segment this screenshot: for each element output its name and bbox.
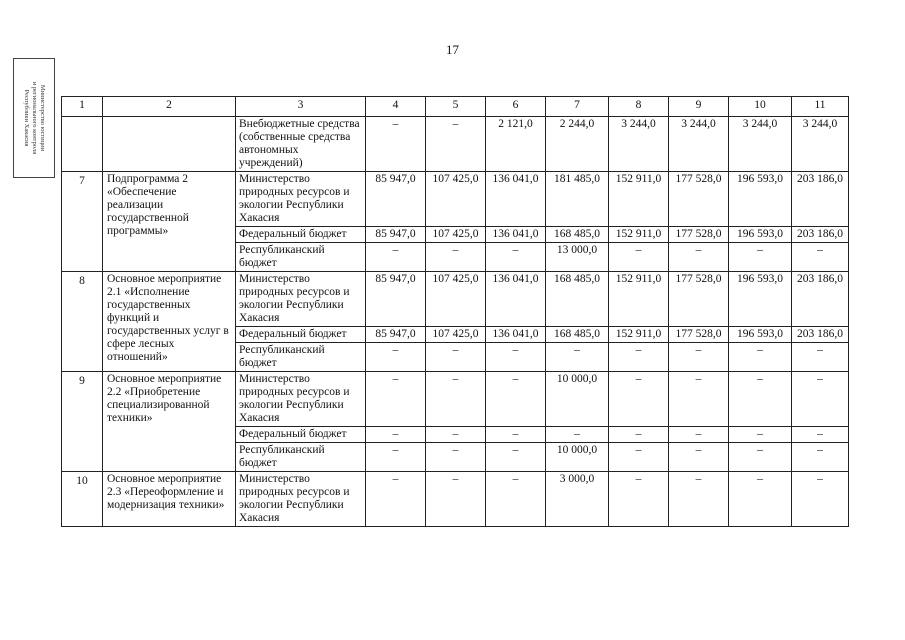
amount-cell: – <box>486 427 546 443</box>
amount-cell: – <box>729 427 792 443</box>
amount-cell: – <box>486 372 546 427</box>
amount-cell: 3 000,0 <box>546 472 609 527</box>
amount-cell: – <box>366 372 426 427</box>
amount-cell: 136 041,0 <box>486 272 546 327</box>
amount-cell: – <box>669 443 729 472</box>
amount-cell: – <box>426 372 486 427</box>
row-number: 9 <box>62 372 103 472</box>
column-header: 5 <box>426 97 486 117</box>
activity-name: Основное мероприятие 2.2 «Приобретение специализированной техники» <box>103 372 236 472</box>
amount-cell: – <box>669 427 729 443</box>
amount-cell: – <box>426 427 486 443</box>
amount-cell: – <box>366 472 426 527</box>
funding-source: Федеральный бюджет <box>236 227 366 243</box>
amount-cell: 152 911,0 <box>609 172 669 227</box>
amount-cell: – <box>669 472 729 527</box>
amount-cell: 177 528,0 <box>669 227 729 243</box>
amount-cell: – <box>792 372 849 427</box>
activity-name: Основное мероприятие 2.1 «Исполнение государственных функций и государственных услуг в сфере лесных отношений» <box>103 272 236 372</box>
amount-cell: 85 947,0 <box>366 172 426 227</box>
column-header: 2 <box>103 97 236 117</box>
stamp-text <box>22 82 46 155</box>
amount-cell: – <box>729 472 792 527</box>
amount-cell: 203 186,0 <box>792 227 849 243</box>
amount-cell: – <box>426 343 486 372</box>
amount-cell: – <box>366 343 426 372</box>
column-header: 3 <box>236 97 366 117</box>
amount-cell: – <box>609 427 669 443</box>
amount-cell: – <box>729 372 792 427</box>
funding-source: Министерство природных ресурсов и экологии Республики Хакасия <box>236 172 366 227</box>
amount-cell: – <box>729 443 792 472</box>
amount-cell: 152 911,0 <box>609 227 669 243</box>
amount-cell: 85 947,0 <box>366 327 426 343</box>
amount-cell: – <box>366 443 426 472</box>
amount-cell: 136 041,0 <box>486 172 546 227</box>
amount-cell: – <box>669 243 729 272</box>
amount-cell: 3 244,0 <box>609 117 669 172</box>
amount-cell: – <box>609 372 669 427</box>
funding-source: Министерство природных ресурсов и экологии Республики Хакасия <box>236 372 366 427</box>
row-number <box>62 117 103 172</box>
amount-cell: 107 425,0 <box>426 327 486 343</box>
amount-cell: – <box>546 343 609 372</box>
column-header: 11 <box>792 97 849 117</box>
amount-cell: – <box>486 443 546 472</box>
amount-cell: – <box>792 243 849 272</box>
column-header: 8 <box>609 97 669 117</box>
amount-cell: 196 593,0 <box>729 227 792 243</box>
amount-cell: 177 528,0 <box>669 272 729 327</box>
amount-cell: – <box>729 343 792 372</box>
row-number: 7 <box>62 172 103 272</box>
amount-cell: – <box>729 243 792 272</box>
stamp-line: и регионального контроля <box>31 81 38 155</box>
amount-cell: 168 485,0 <box>546 327 609 343</box>
amount-cell: 196 593,0 <box>729 172 792 227</box>
amount-cell: – <box>609 443 669 472</box>
funding-source: Министерство природных ресурсов и экологии Республики Хакасия <box>236 272 366 327</box>
amount-cell: 107 425,0 <box>426 172 486 227</box>
amount-cell: 107 425,0 <box>426 227 486 243</box>
funding-source: Внебюджетные средства (собственные средства автономных учреждений) <box>236 117 366 172</box>
amount-cell: 196 593,0 <box>729 327 792 343</box>
funding-source: Министерство природных ресурсов и экологии Республики Хакасия <box>236 472 366 527</box>
amount-cell: – <box>546 427 609 443</box>
row-number: 8 <box>62 272 103 372</box>
amount-cell: – <box>366 117 426 172</box>
amount-cell: 2 244,0 <box>546 117 609 172</box>
table-row <box>62 272 849 327</box>
funding-source: Федеральный бюджет <box>236 327 366 343</box>
amount-cell: – <box>669 343 729 372</box>
amount-cell: 10 000,0 <box>546 372 609 427</box>
amount-cell: – <box>426 472 486 527</box>
amount-cell: 152 911,0 <box>609 327 669 343</box>
funding-source: Республиканский бюджет <box>236 243 366 272</box>
amount-cell: – <box>426 243 486 272</box>
table-row <box>62 117 849 172</box>
table-body <box>62 117 849 527</box>
table-row <box>62 172 849 227</box>
stamp-line: Республики Хакасия <box>23 89 30 147</box>
funding-source: Республиканский бюджет <box>236 443 366 472</box>
amount-cell: 168 485,0 <box>546 272 609 327</box>
amount-cell: 136 041,0 <box>486 327 546 343</box>
table-header-row <box>62 97 849 117</box>
amount-cell: 10 000,0 <box>546 443 609 472</box>
amount-cell: 152 911,0 <box>609 272 669 327</box>
funding-source: Республиканский бюджет <box>236 343 366 372</box>
amount-cell: – <box>609 472 669 527</box>
amount-cell: – <box>486 243 546 272</box>
amount-cell: 181 485,0 <box>546 172 609 227</box>
amount-cell: – <box>609 343 669 372</box>
amount-cell: 196 593,0 <box>729 272 792 327</box>
amount-cell: 85 947,0 <box>366 272 426 327</box>
amount-cell: 168 485,0 <box>546 227 609 243</box>
table-row <box>62 372 849 427</box>
page-number: 17 <box>446 42 459 57</box>
column-header: 7 <box>546 97 609 117</box>
amount-cell: – <box>669 372 729 427</box>
column-header: 6 <box>486 97 546 117</box>
amount-cell: – <box>792 472 849 527</box>
amount-cell: – <box>426 443 486 472</box>
table-row <box>62 472 849 527</box>
amount-cell: 13 000,0 <box>546 243 609 272</box>
row-number: 10 <box>62 472 103 527</box>
registration-stamp <box>13 58 55 178</box>
column-header: 1 <box>62 97 103 117</box>
amount-cell: – <box>486 472 546 527</box>
amount-cell: 203 186,0 <box>792 272 849 327</box>
column-header: 10 <box>729 97 792 117</box>
activity-name <box>103 117 236 172</box>
amount-cell: – <box>609 243 669 272</box>
stamp-line: Министерство юстиции <box>39 84 46 152</box>
amount-cell: – <box>426 117 486 172</box>
amount-cell: – <box>792 427 849 443</box>
amount-cell: 3 244,0 <box>792 117 849 172</box>
column-header: 4 <box>366 97 426 117</box>
amount-cell: 136 041,0 <box>486 227 546 243</box>
budget-table <box>61 96 849 527</box>
column-header: 9 <box>669 97 729 117</box>
amount-cell: 107 425,0 <box>426 272 486 327</box>
activity-name: Подпрограмма 2 «Обеспечение реализации государственной программы» <box>103 172 236 272</box>
activity-name: Основное мероприятие 2.3 «Переоформление и модернизация техники» <box>103 472 236 527</box>
amount-cell: 203 186,0 <box>792 327 849 343</box>
amount-cell: 3 244,0 <box>729 117 792 172</box>
amount-cell: 203 186,0 <box>792 172 849 227</box>
amount-cell: 85 947,0 <box>366 227 426 243</box>
amount-cell: – <box>792 443 849 472</box>
funding-source: Федеральный бюджет <box>236 427 366 443</box>
amount-cell: – <box>366 243 426 272</box>
amount-cell: 177 528,0 <box>669 327 729 343</box>
amount-cell: 2 121,0 <box>486 117 546 172</box>
amount-cell: 177 528,0 <box>669 172 729 227</box>
amount-cell: 3 244,0 <box>669 117 729 172</box>
amount-cell: – <box>486 343 546 372</box>
amount-cell: – <box>366 427 426 443</box>
amount-cell: – <box>792 343 849 372</box>
